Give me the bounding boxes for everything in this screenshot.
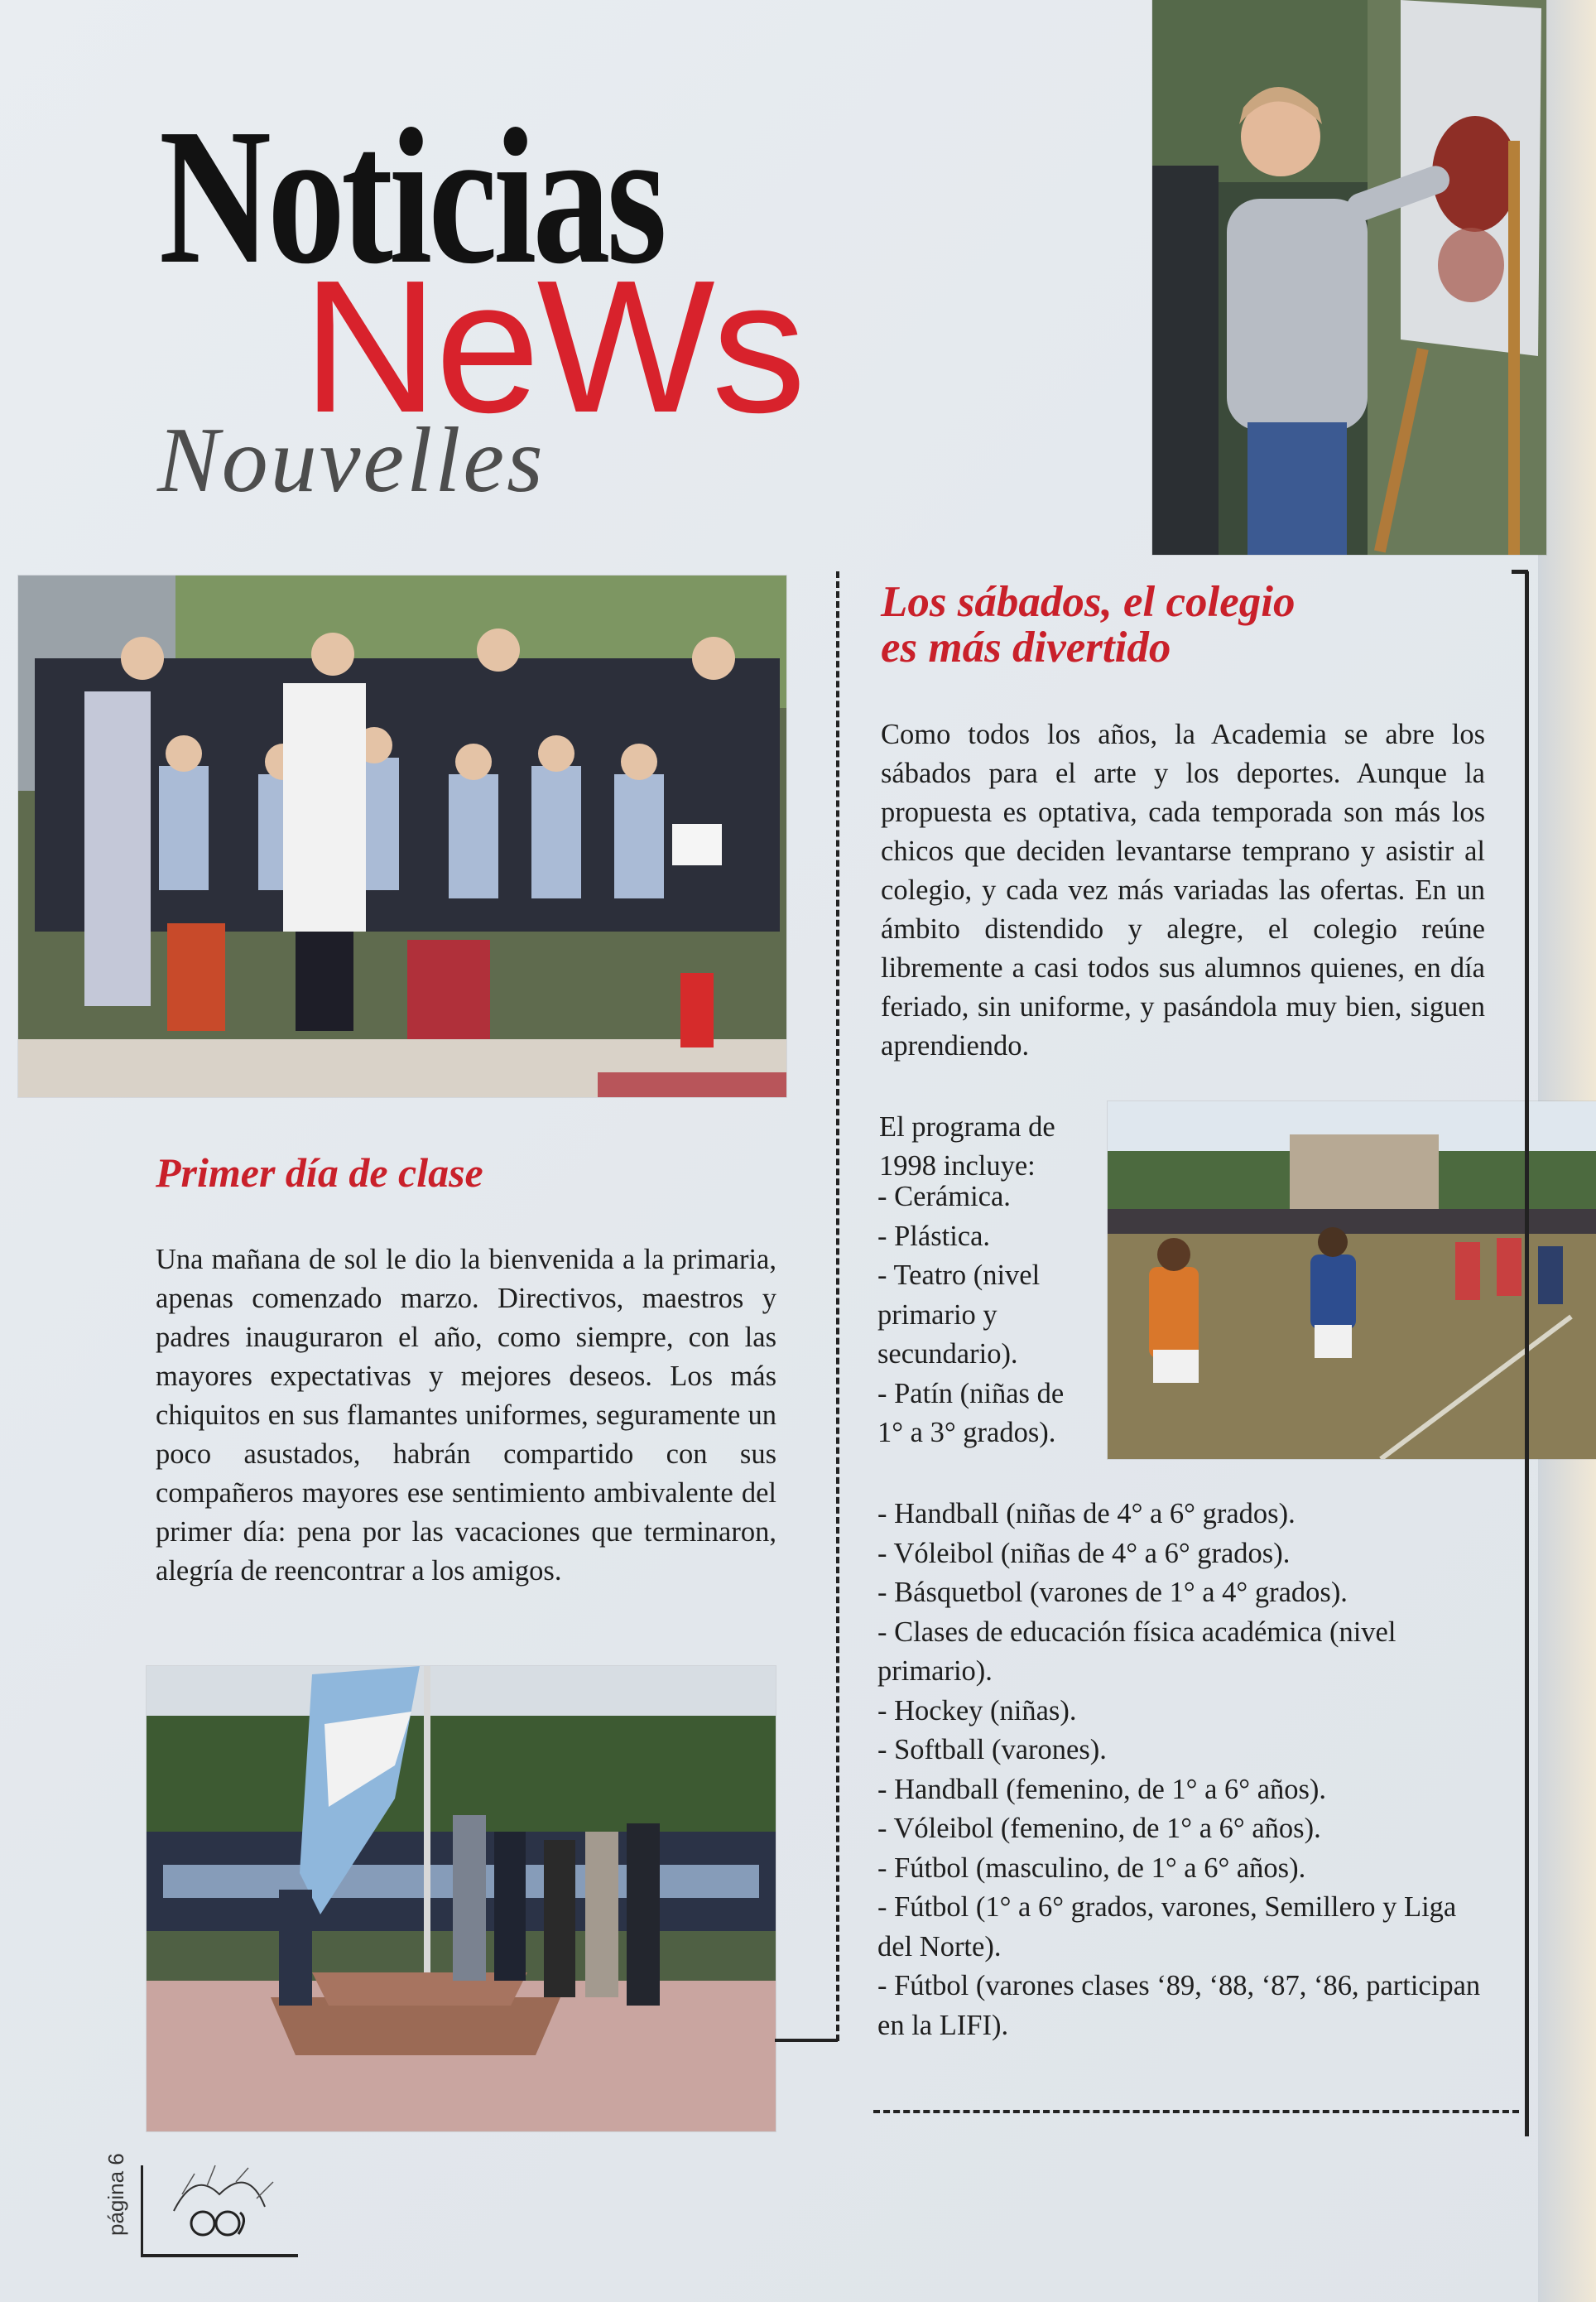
right-border-rule: [1525, 571, 1529, 2136]
heading-saturday-line1: Los sábados, el colegio: [881, 578, 1296, 626]
heading-saturday: [881, 580, 1296, 671]
footer-vertical-rule: [141, 2165, 143, 2256]
footer-rule: [141, 2254, 298, 2257]
photo-soccer-match: [1108, 1101, 1596, 1459]
bottom-rule-left: [775, 2039, 838, 2042]
photo-first-day-students: [18, 576, 786, 1097]
list-item: - Handball (femenino, de 1° a 6° años).: [877, 1773, 1327, 1805]
list-item: - Fútbol (1° a 6° grados, varones, Semillero y Liga del Norte).: [877, 1891, 1457, 1962]
school-logo-icon: [157, 2161, 281, 2248]
photo-flag-ceremony: [147, 1666, 776, 2131]
program-list: [877, 1495, 1486, 2045]
list-item: - Teatro (nivel primario y secundario).: [877, 1259, 1041, 1370]
column-divider-dashed: [836, 571, 839, 2041]
list-item: - Fútbol (varones clases ‘89, ‘88, ‘87, ‘86, participan en la LIFI).: [877, 1970, 1481, 2041]
right-border-top-cap: [1512, 570, 1528, 574]
bottom-rule-dashed: [873, 2110, 1519, 2113]
first-day-body: Una mañana de sol le dio la bienvenida a la primaria, apenas comenzado marzo. Directivos, maestros y padres inauguraron el año, como siempre, con las mayores expectativas y mejores deseos. Los más chiquitos en sus flamantes uniformes, seguramente un poco asustados, habrán compartido con sus compañeros mayores ese sentimiento ambivalente del primer día: pena por las vacaciones que terminaron, alegría de reencontrar a los amigos.: [156, 1244, 776, 1587]
title-news: NeWs: [302, 242, 803, 452]
list-item: - Plástica.: [877, 1220, 991, 1252]
list-item: - Hockey (niñas).: [877, 1694, 1077, 1726]
list-item: - Softball (varones).: [877, 1734, 1107, 1765]
heading-first-day: Primer día de clase: [156, 1149, 483, 1196]
title-nouvelles: Nouvelles: [157, 409, 546, 512]
title-noticias: Noticias: [159, 89, 664, 304]
students-group-illustration: [18, 576, 786, 1097]
soccer-illustration: [1108, 1101, 1596, 1459]
girl-painting-illustration: [1152, 0, 1546, 555]
list-item: - Fútbol (masculino, de 1° a 6° años).: [877, 1852, 1306, 1884]
page-number: página 6: [103, 2153, 128, 2236]
flag-ceremony-illustration: [147, 1666, 776, 2131]
list-item: - Básquetbol (varones de 1° a 4° grados).: [877, 1577, 1348, 1608]
list-item: - Handball (niñas de 4° a 6° grados).: [877, 1498, 1296, 1529]
list-item: - Vóleibol (femenino, de 1° a 6° años).: [877, 1813, 1321, 1844]
heading-saturday-line2: es más divertido: [881, 624, 1171, 672]
program-list-short: [877, 1177, 1084, 1453]
list-item: - Patín (niñas de 1° a 3° grados).: [877, 1377, 1065, 1448]
list-item: - Cerámica.: [877, 1181, 1011, 1212]
photo-girl-painting: [1152, 0, 1546, 555]
saturday-body: Como todos los años, la Academia se abre los sábados para el arte y los deportes. Aunque la propuesta es optativa, cada temporada son más los chicos que deciden levantarse temprano y asistir al colegio, y cada vez más variadas las ofertas. En un ámbito distendido y alegre, el colegio reúne libremente a casi todos sus alumnos quienes, en día feriado, sin uniforme, y pasándola muy bien, siguen aprendiendo.: [881, 719, 1485, 1062]
list-item: - Clases de educación física académica (nivel primario).: [877, 1616, 1396, 1687]
list-item: - Vóleibol (niñas de 4° a 6° grados).: [877, 1537, 1291, 1569]
program-intro: El programa de 1998 incluye:: [879, 1111, 1055, 1182]
